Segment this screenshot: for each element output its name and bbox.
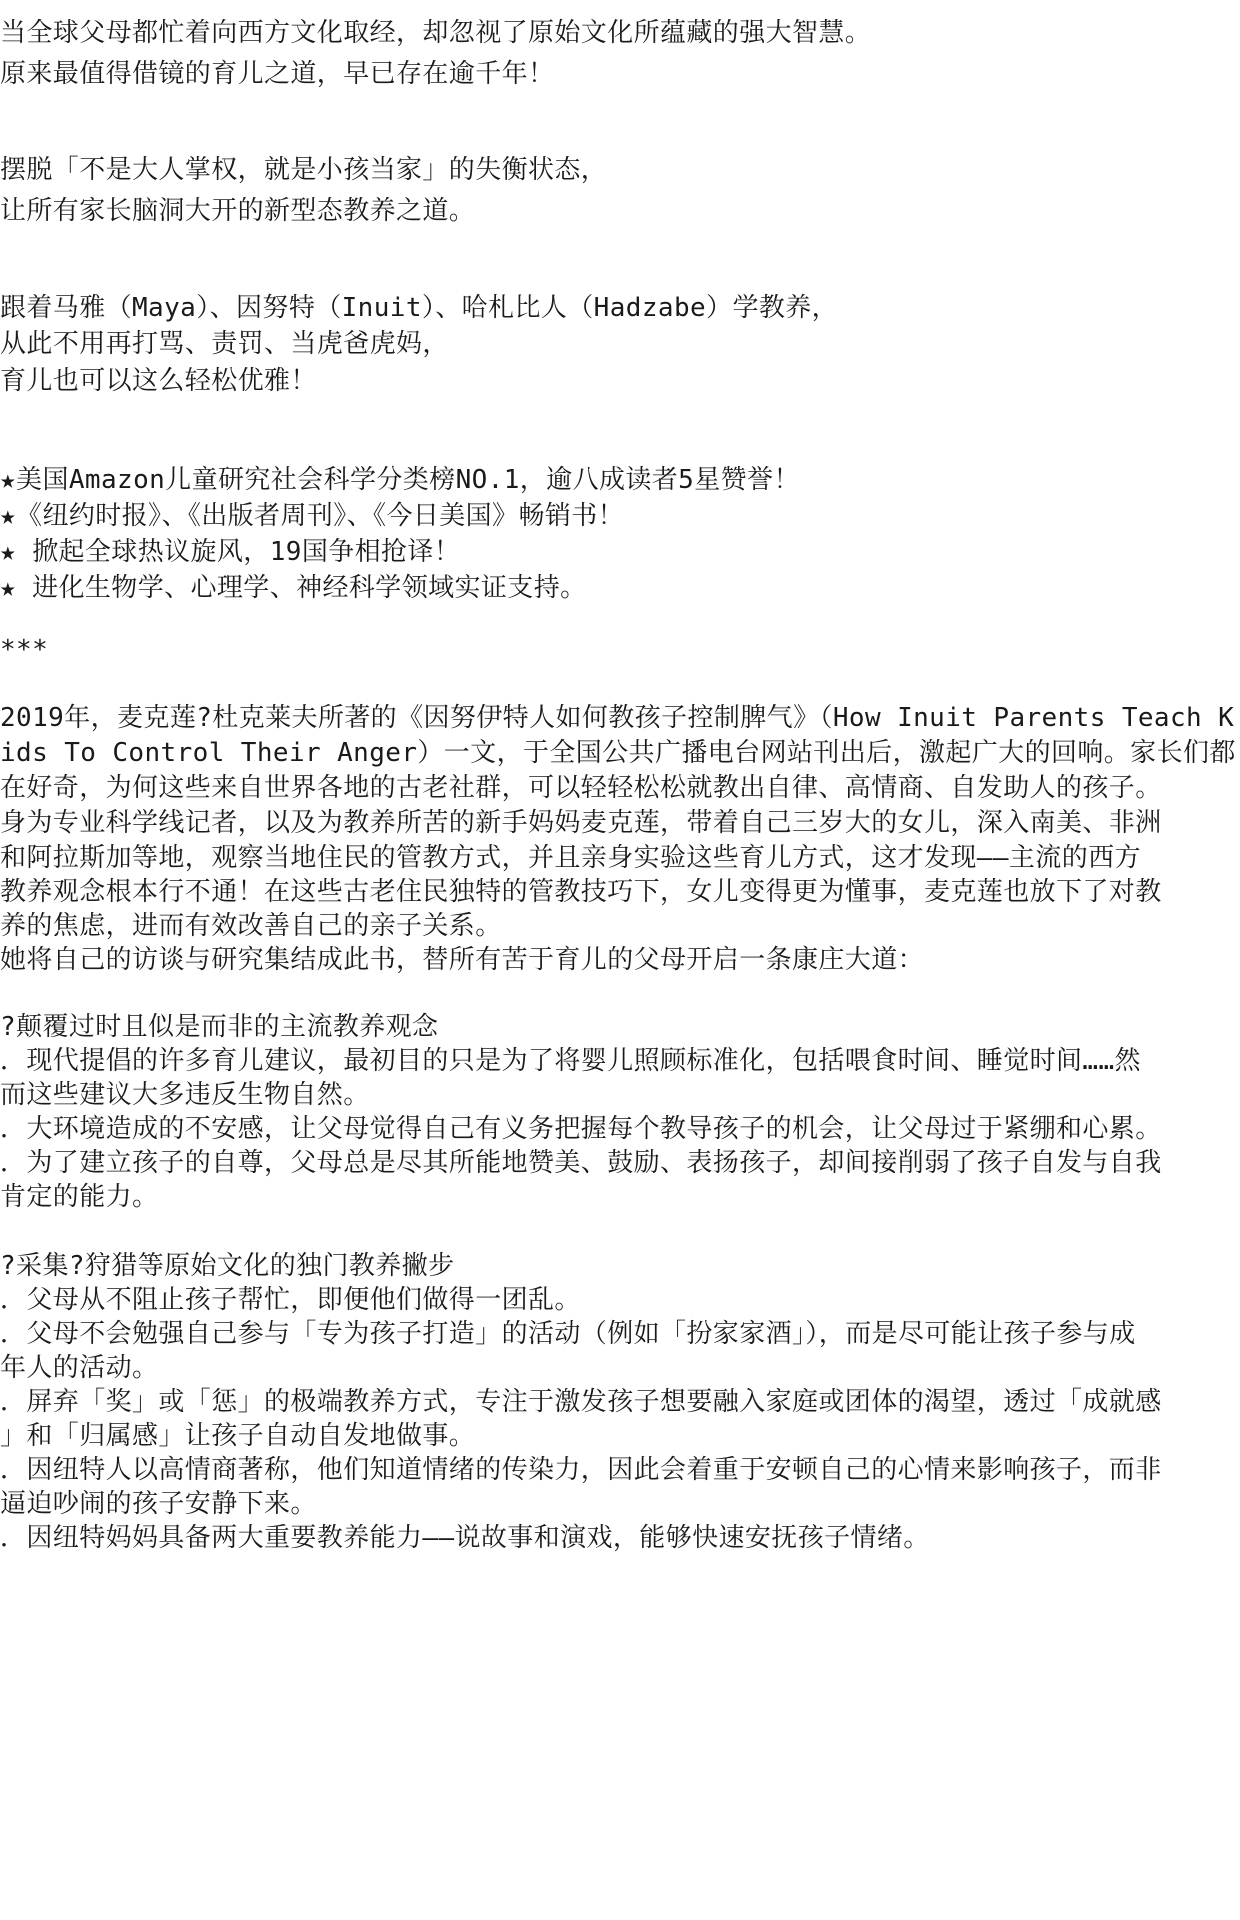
list-item: ．父母从不阻止孩子帮忙，即便他们做得一团乱。 (0, 1285, 581, 1315)
list-item: 逼迫吵闹的孩子安静下来。 (0, 1489, 317, 1519)
text-line: ids To Control Their Anger）一文，于全国公共广播电台网站刊出后，激起广大的回响。家长们都 (0, 738, 1236, 768)
list-item: ．父母不会勉强自己参与「专为孩子打造」的活动（例如「扮家家酒」），而是尽可能让孩子参与成 (0, 1319, 1136, 1349)
text-line: ★美国Amazon儿童研究社会科学分类榜NO.1，逾八成读者5星赞誉！ (0, 465, 800, 495)
text-line: 身为专业科学线记者，以及为教养所苦的新手妈妈麦克莲，带着自己三岁大的女儿，深入南美、非洲 (0, 808, 1162, 838)
list-item: 年人的活动。 (0, 1353, 159, 1383)
text-line: 让所有家长脑洞大开的新型态教养之道。 (0, 196, 476, 226)
text-line: 原来最值得借镜的育儿之道，早已存在逾千年！ (0, 59, 555, 89)
text-line: 育儿也可以这么轻松优雅！ (0, 366, 317, 396)
text-line: 教养观念根本行不通！在这些古老住民独特的管教技巧下，女儿变得更为懂事，麦克莲也放下了对教 (0, 877, 1162, 907)
text-line: ★ 掀起全球热议旋风，19国争相抢译！ (0, 537, 461, 567)
list-item: 肯定的能力。 (0, 1182, 159, 1212)
list-item: ．屏弃「奖」或「惩」的极端教养方式，专注于激发孩子想要融入家庭或团体的渴望，透过「成就感 (0, 1387, 1162, 1417)
list-item: 」和「归属感」让孩子自动自发地做事。 (0, 1421, 476, 1451)
section-heading: ?采集?狩猎等原始文化的独门教养撇步 (0, 1251, 455, 1281)
text-line: 养的焦虑，进而有效改善自己的亲子关系。 (0, 911, 502, 941)
text-line: 摆脱「不是大人掌权，就是小孩当家」的失衡状态， (0, 155, 608, 185)
text-line: 从此不用再打骂、责罚、当虎爸虎妈， (0, 329, 449, 359)
text-line: ★《纽约时报》、《出版者周刊》、《今日美国》畅销书！ (0, 501, 625, 531)
text-line: 2019年，麦克莲?杜克莱夫所著的《因努伊特人如何教孩子控制脾气》（How Inuit Parents Teach K (0, 703, 1235, 733)
text-line: 跟着马雅（Maya）、因努特（Inuit）、哈札比人（Hadzabe）学教养， (0, 293, 839, 323)
text-line: 当全球父母都忙着向西方文化取经，却忽视了原始文化所蕴藏的强大智慧。 (0, 18, 872, 48)
list-item: ．因纽特人以高情商著称，他们知道情绪的传染力，因此会着重于安顿自己的心情来影响孩子，而非 (0, 1455, 1162, 1485)
text-line: 在好奇，为何这些来自世界各地的古老社群，可以轻轻松松就教出自律、高情商、自发助人的孩子。 (0, 773, 1162, 803)
section-heading: ?颠覆过时且似是而非的主流教养观念 (0, 1012, 439, 1042)
list-item: ．大环境造成的不安感，让父母觉得自己有义务把握每个教导孩子的机会，让父母过于紧绷和心累。 (0, 1114, 1162, 1144)
text-line: 她将自己的访谈与研究集结成此书，替所有苦于育儿的父母开启一条康庄大道： (0, 945, 925, 975)
list-item: ．因纽特妈妈具备两大重要教养能力——说故事和演戏，能够快速安抚孩子情绪。 (0, 1523, 930, 1553)
list-item: ．为了建立孩子的自尊，父母总是尽其所能地赞美、鼓励、表扬孩子，却间接削弱了孩子自发与自我 (0, 1148, 1162, 1178)
text-line: 和阿拉斯加等地，观察当地住民的管教方式，并且亲身实验这些育儿方式，这才发现——主流的西方 (0, 843, 1141, 873)
text-line: ★ 进化生物学、心理学、神经科学领域实证支持。 (0, 573, 587, 603)
list-item: ．现代提倡的许多育儿建议，最初目的只是为了将婴儿照顾标准化，包括喂食时间、睡觉时间……然 (0, 1046, 1141, 1076)
separator: *** (0, 635, 49, 665)
list-item: 而这些建议大多违反生物自然。 (0, 1080, 370, 1110)
